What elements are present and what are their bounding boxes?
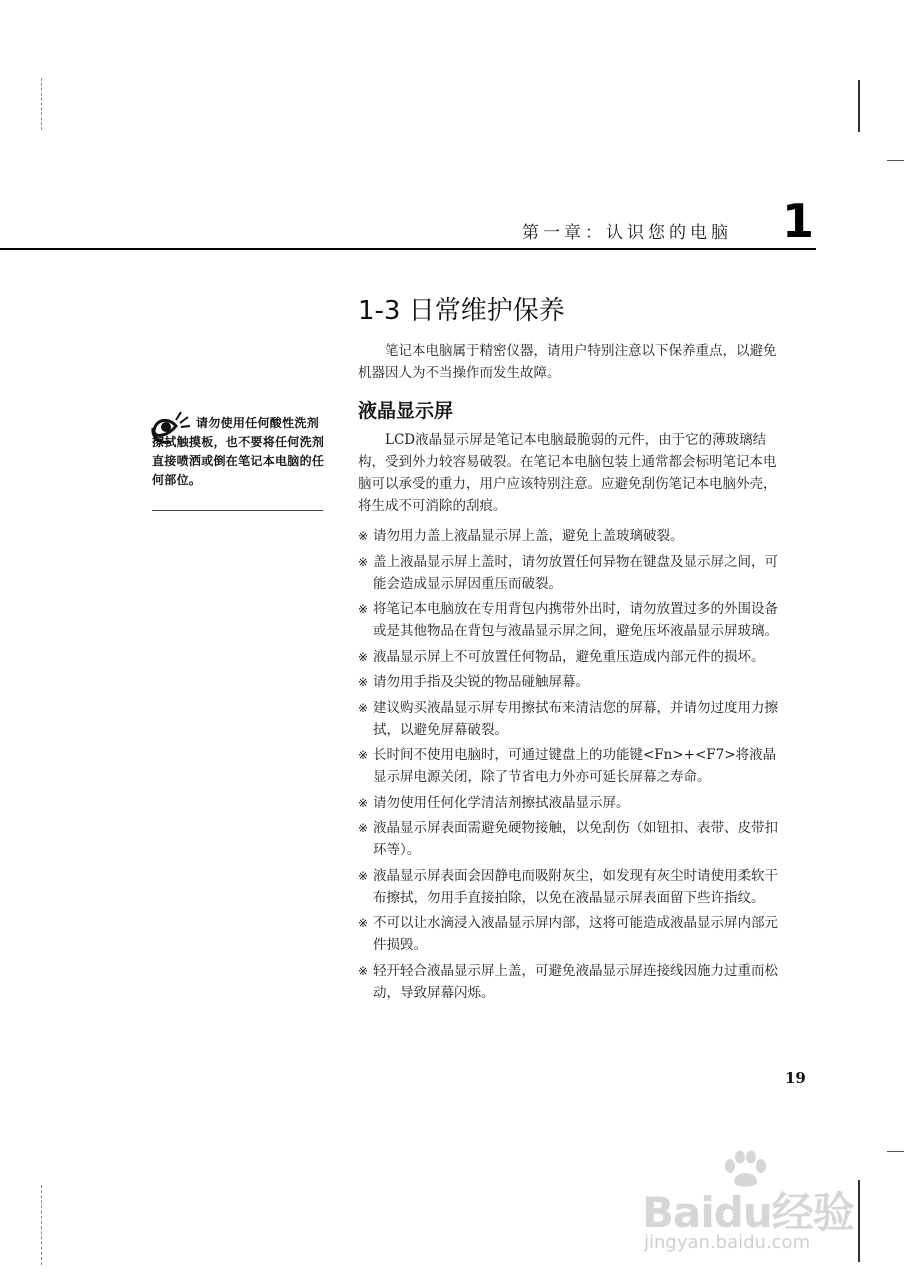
list-item [358, 551, 780, 595]
crop-mark-top-left [41, 78, 42, 130]
sidebar-tip-text: 请勿使用任何酸性洗剂擦拭触摸板，也不要将任何洗剂直接喷洒或倒在笔记本电脑的任何部位。 [152, 416, 325, 487]
lcd-paragraph: LCD液晶显示屏是笔记本电脑最脆弱的元件，由于它的薄玻璃结构，受到外力较容易破裂。在笔记本电脑包装上通常都会标明笔记本电脑可以承受的重力，用户应该特别注意。应避免刮伤笔记本电脑外壳，将生成不可消除的刮痕。 [358, 432, 777, 514]
note-mark: ※ [358, 748, 369, 762]
chapter-title: 第一章：认识您的电脑 [522, 223, 732, 243]
crop-tick-right-upper [887, 160, 904, 161]
note-mark: ※ [358, 916, 369, 930]
list-item [358, 598, 780, 642]
note-text: 长时间不使用电脑时，可通过键盘上的功能键<Fn>+<F7>将液晶显示屏电源关闭，除了节省电力外亦可延长屏幕之寿命。 [373, 747, 777, 785]
list-item [358, 646, 780, 668]
note-text: 建议购买液晶显示屏专用擦拭布来清洁您的屏幕，并请勿过度用力擦拭，以避免屏幕破裂。 [373, 699, 778, 738]
chapter-number: 1 [782, 194, 815, 248]
note-mark: ※ [358, 554, 369, 569]
intro-paragraph: 笔记本电脑属于精密仪器，请用户特别注意以下保养重点，以避免机器因人为不当操作而发生故障。 [358, 343, 777, 381]
note-text: 请勿使用任何化学清洁剂擦拭液晶显示屏。 [373, 794, 630, 811]
crop-tick-right-lower [887, 1151, 904, 1152]
note-text: 液晶显示屏上不可放置任何物品，避免重压造成内部元件的损坏。 [373, 648, 765, 665]
note-mark: ※ [358, 700, 369, 715]
list-item [358, 744, 780, 788]
watermark-url: jingyan.baidu.com [644, 1232, 811, 1253]
watermark-brand: Baidu经验 [642, 1188, 854, 1237]
sidebar-tip-rule [152, 510, 323, 511]
lcd-heading: 液晶显示屏 [358, 400, 454, 422]
page-number: 19 [785, 1069, 806, 1087]
note-text: 将笔记本电脑放在专用背包内携带外出时，请勿放置过多的外围设备或是其他物品在背包与液晶显示屏之间，避免压坏液晶显示屏玻璃。 [373, 601, 778, 639]
note-text: 请勿用手指及尖锐的物品碰触屏幕。 [373, 674, 589, 690]
note-text: 盖上液晶显示屏上盖时，请勿放置任何异物在键盘及显示屏之间，可能会造成显示屏因重压而破裂。 [373, 553, 778, 592]
note-mark: ※ [358, 821, 369, 835]
lcd-notes-list [358, 525, 780, 1007]
crop-mark-bottom-left [41, 1185, 42, 1265]
note-text: 液晶显示屏表面会因静电而吸附灰尘，如发现有灰尘时请使用柔软干布擦拭，勿用手直接拍除，以免在液晶显示屏表面留下些许指纹。 [373, 867, 778, 906]
note-mark: ※ [358, 529, 369, 543]
note-text: 液晶显示屏表面需避免硬物接触，以免刮伤（如钮扣、表带、皮带扣环等）。 [373, 820, 778, 858]
crop-bar-top-right [858, 80, 860, 132]
list-item [358, 697, 780, 741]
list-item [358, 960, 780, 1004]
list-item [358, 792, 780, 814]
note-mark: ※ [358, 602, 369, 616]
note-mark: ※ [358, 795, 369, 810]
note-text: 不可以让水滴浸入液晶显示屏内部，这将可能造成液晶显示屏内部元件损毁。 [373, 915, 778, 953]
section-title: 1-3 日常维护保养 [358, 296, 565, 326]
list-item [358, 865, 780, 909]
list-item [358, 525, 780, 547]
note-text: 请勿用力盖上液晶显示屏上盖，避免上盖玻璃破裂。 [373, 528, 684, 544]
note-text: 轻开轻合液晶显示屏上盖，可避免液晶显示屏连接线因施力过重而松动，导致屏幕闪烁。 [373, 962, 778, 1001]
list-item [358, 817, 780, 861]
note-mark: ※ [358, 675, 369, 689]
note-mark: ※ [358, 963, 369, 978]
watermark [640, 1150, 872, 1260]
list-item [358, 912, 780, 956]
note-mark: ※ [358, 868, 369, 883]
header-rule [0, 248, 816, 250]
note-mark: ※ [358, 649, 369, 664]
list-item [358, 671, 780, 693]
